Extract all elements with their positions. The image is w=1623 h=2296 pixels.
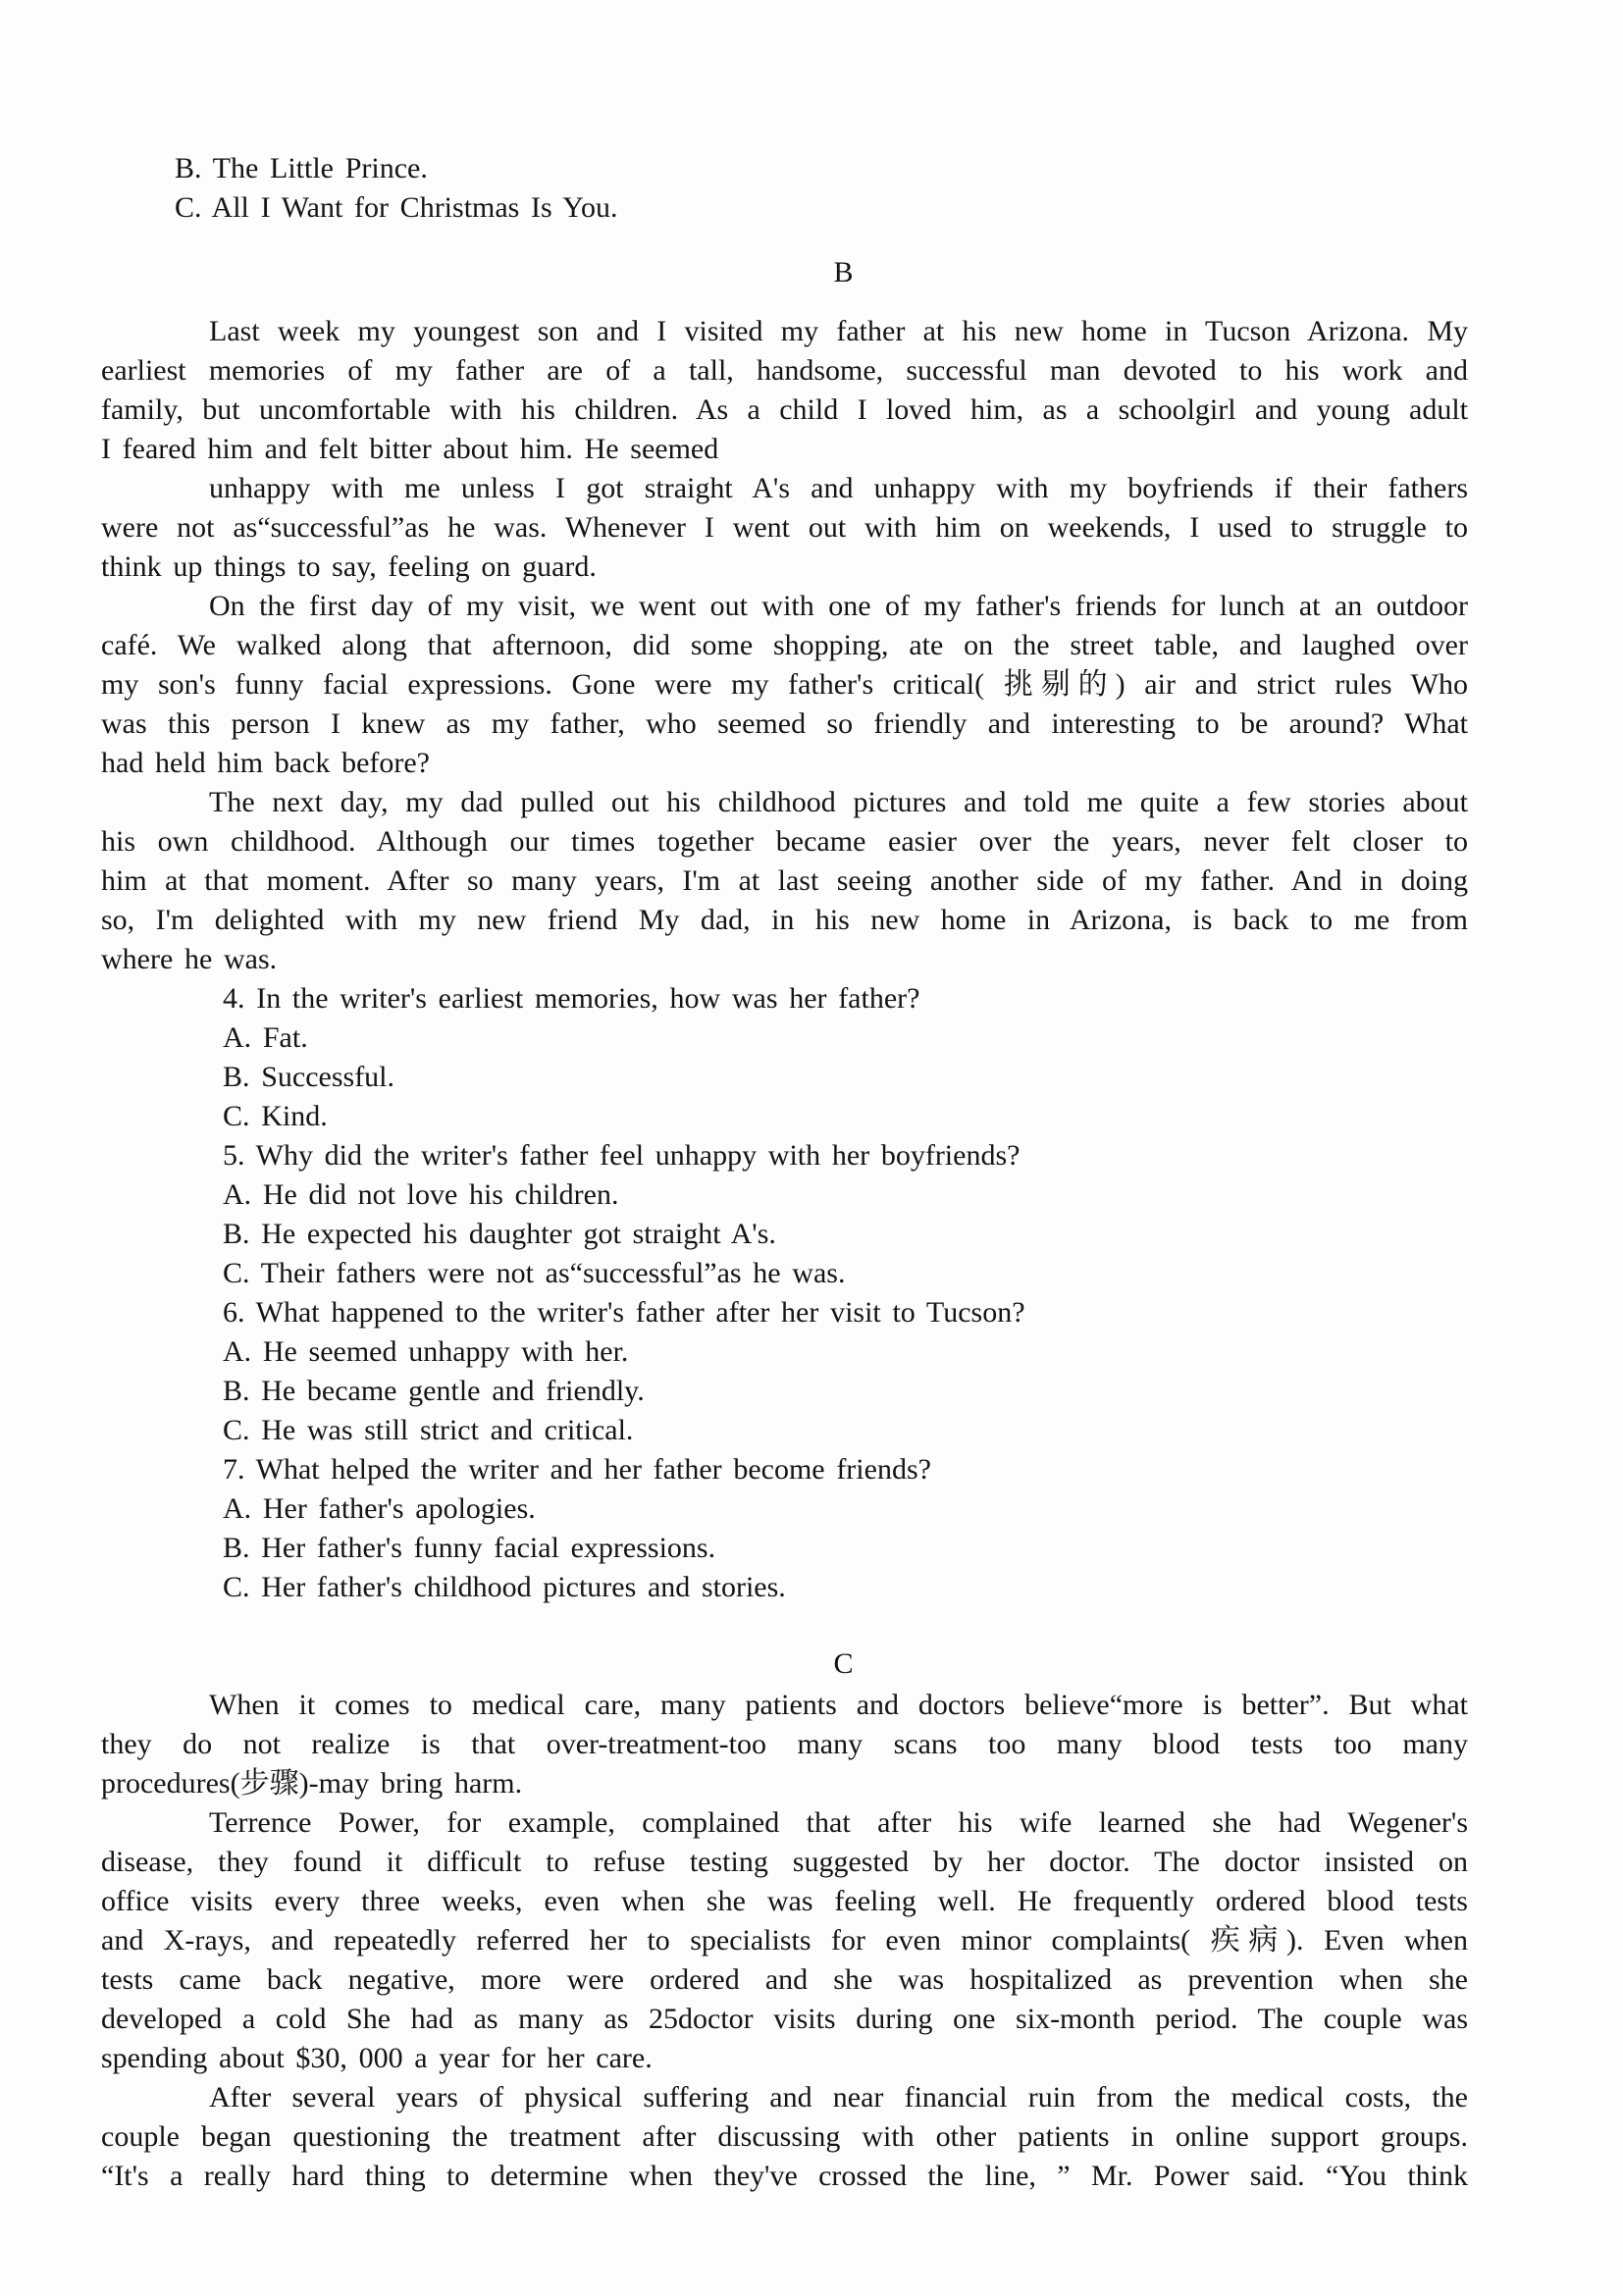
- paragraph: [101, 2078, 1468, 2196]
- carryover-option-line: C. All I Want for Christmas Is You.: [175, 191, 618, 224]
- passage-line: procedures(步骤)-may bring harm.: [101, 1767, 523, 1800]
- passage-line: tests came back negative, more were ordered and she was hospitalized as prevention when she: [101, 1963, 1468, 1996]
- passage-b-body: [101, 312, 1468, 979]
- passage-c-heading: C: [833, 1647, 854, 1680]
- passage-line: earliest memories of my father are of a tall, handsome, successful man devoted to his work and: [101, 354, 1468, 387]
- paragraph: [101, 587, 1468, 783]
- passage-line: him at that moment. After so many years, I'm at last seeing another side of my father. And in doing: [101, 864, 1468, 897]
- paragraph: [101, 469, 1468, 587]
- passage-line: they do not realize is that over-treatment-too many scans too many blood tests too many: [101, 1728, 1468, 1760]
- option-line: C. Their fathers were not as“successful”as he was.: [223, 1257, 846, 1289]
- passage-b-heading: B: [833, 256, 854, 288]
- passage-line: office visits every three weeks, even when she was feeling well. He frequently ordered blood tests: [101, 1885, 1468, 1917]
- option-line: C. He was still strict and critical.: [223, 1414, 634, 1446]
- option-line: A. Her father's apologies.: [223, 1492, 536, 1525]
- passage-line: spending about $30, 000 a year for her care.: [101, 2042, 653, 2074]
- question-line: 4. In the writer's earliest memories, how was her father?: [223, 982, 920, 1015]
- passage-line: I feared him and felt bitter about him. He seemed: [101, 433, 719, 465]
- passage-line: think up things to say, feeling on guard.: [101, 550, 597, 583]
- passage-line: his own childhood. Although our times together became easier over the years, never felt closer to: [101, 825, 1468, 858]
- option-line: A. Fat.: [223, 1021, 308, 1054]
- passage-line: and X-rays, and repeatedly referred her to specialists for even minor complaints( 疾病). Even when: [101, 1924, 1468, 1957]
- passage-line: family, but uncomfortable with his children. As a child I loved him, as a schoolgirl and young adult: [101, 393, 1468, 426]
- passage-c-body: [101, 1686, 1468, 2196]
- carryover-option-line: B. The Little Prince.: [175, 152, 428, 184]
- question-line: 7. What helped the writer and her father become friends?: [223, 1453, 931, 1486]
- passage-line: unhappy with me unless I got straight A's and unhappy with my boyfriends if their fathers: [209, 472, 1468, 504]
- passage-line: had held him back before?: [101, 747, 430, 779]
- passage-line: my son's funny facial expressions. Gone were my father's critical( 挑剔的) air and strict rules Who: [101, 668, 1468, 701]
- option-line: B. Successful.: [223, 1061, 395, 1093]
- option-line: A. He seemed unhappy with her.: [223, 1335, 629, 1368]
- paragraph: [101, 312, 1468, 469]
- passage-line: were not as“successful”as he was. Whenever I went out with him on weekends, I used to struggle to: [101, 511, 1468, 544]
- passage-line: couple began questioning the treatment after discussing with other patients in online support groups.: [101, 2120, 1468, 2153]
- passage-line: After several years of physical suffering and near financial ruin from the medical costs, the: [209, 2081, 1468, 2113]
- paragraph: [101, 1686, 1468, 1803]
- option-line: B. He became gentle and friendly.: [223, 1375, 645, 1407]
- option-line: B. He expected his daughter got straight A's.: [223, 1218, 776, 1250]
- paragraph: [101, 783, 1468, 979]
- option-line: C. Kind.: [223, 1100, 328, 1132]
- passage-line: where he was.: [101, 943, 278, 975]
- option-line: A. He did not love his children.: [223, 1178, 619, 1211]
- carryover-answer-options: [101, 149, 1468, 228]
- option-line: B. Her father's funny facial expressions.: [223, 1532, 716, 1564]
- option-line: C. Her father's childhood pictures and stories.: [223, 1571, 786, 1603]
- passage-line: café. We walked along that afternoon, did some shopping, ate on the street table, and laughed over: [101, 629, 1468, 661]
- passage-line: Last week my youngest son and I visited my father at his new home in Tucson Arizona. My: [209, 315, 1468, 347]
- paragraph: [101, 1803, 1468, 2078]
- question-line: 6. What happened to the writer's father after her visit to Tucson?: [223, 1296, 1025, 1329]
- passage-line: When it comes to medical care, many patients and doctors believe“more is better”. But what: [209, 1689, 1468, 1721]
- passage-line: Terrence Power, for example, complained that after his wife learned she had Wegener's: [209, 1806, 1468, 1839]
- passage-line: disease, they found it difficult to refuse testing suggested by her doctor. The doctor insisted on: [101, 1846, 1468, 1878]
- passage-line: The next day, my dad pulled out his childhood pictures and told me quite a few stories about: [209, 786, 1468, 818]
- passage-line: was this person I knew as my father, who seemed so friendly and interesting to be around? What: [101, 707, 1468, 740]
- question-line: 5. Why did the writer's father feel unhappy with her boyfriends?: [223, 1139, 1021, 1172]
- passage-line: so, I'm delighted with my new friend My dad, in his new home in Arizona, is back to me from: [101, 904, 1468, 936]
- passage-b-questions: [101, 979, 1468, 1607]
- passage-line: On the first day of my visit, we went out with one of my father's friends for lunch at an outdoor: [209, 590, 1468, 622]
- passage-line: “It's a really hard thing to determine when they've crossed the line, ” Mr. Power said. “You think: [101, 2160, 1468, 2192]
- passage-line: developed a cold She had as many as 25doctor visits during one six-month period. The couple was: [101, 2003, 1468, 2035]
